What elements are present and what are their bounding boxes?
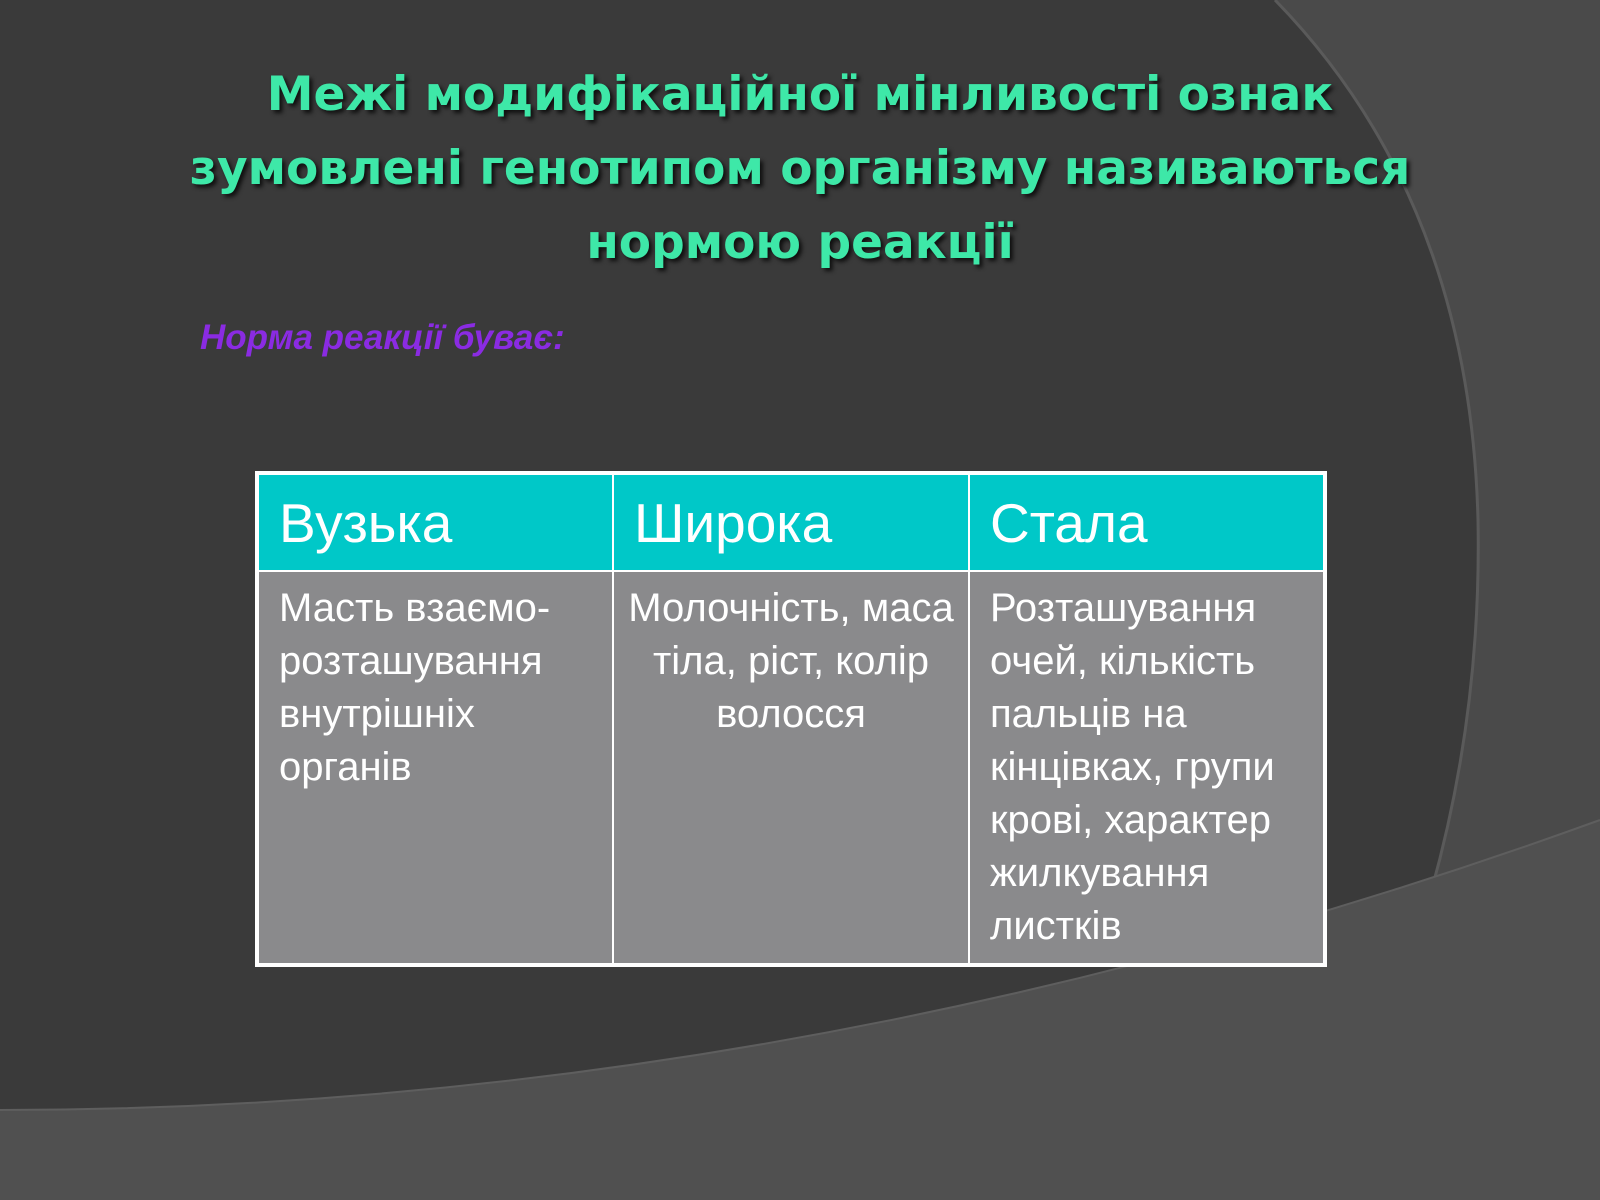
slide-subtitle: Норма реакції буває: bbox=[200, 318, 565, 357]
table-header-row bbox=[257, 473, 1325, 571]
reaction-norm-table-container bbox=[255, 471, 1327, 967]
slide-title: Межі модифікаційної мінливості ознак зумовлені генотипом організму називаються нормою реакції bbox=[189, 67, 1411, 270]
header-wide: Широка bbox=[613, 473, 969, 571]
reaction-norm-table bbox=[255, 471, 1327, 967]
header-narrow: Вузька bbox=[257, 473, 613, 571]
table-row bbox=[257, 571, 1325, 965]
header-constant: Стала bbox=[969, 473, 1325, 571]
cell-narrow-examples: Масть взаємо-розташування внутрішніх органів bbox=[257, 571, 613, 965]
cell-wide-examples: Молочність, маса тіла, ріст, колір волосся bbox=[613, 571, 969, 965]
cell-constant-examples: Розташування очей, кількість пальців на кінцівках, групи крові, характер жилкування листків bbox=[969, 571, 1325, 965]
